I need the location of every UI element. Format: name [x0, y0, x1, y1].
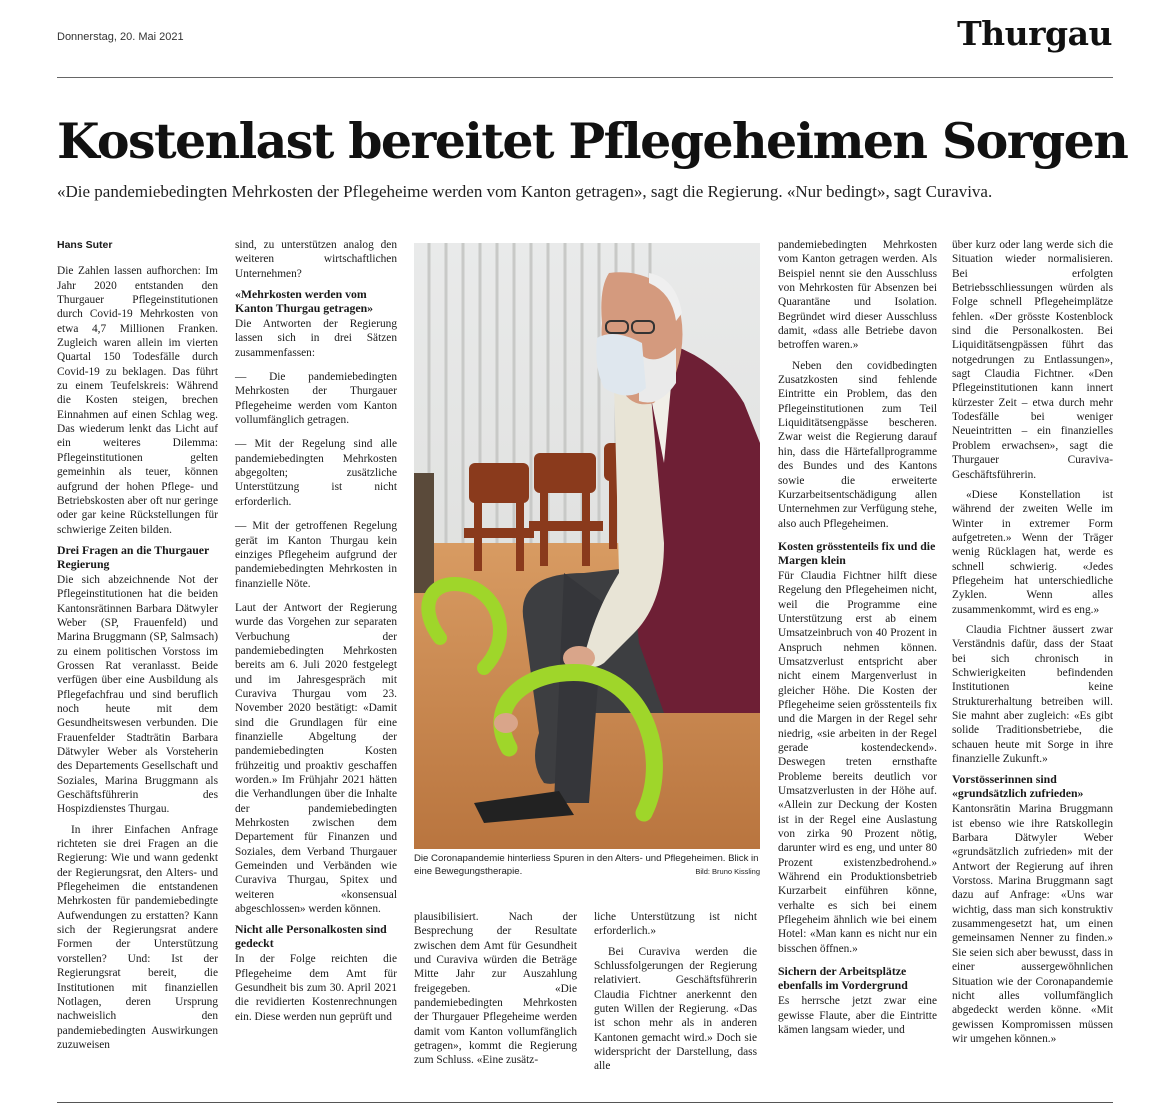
subheading: Sichern der Arbeitsplätze ebenfalls im Vordergrund: [778, 964, 908, 993]
subheading: «Mehrkosten werden vom Kanton Thurgau getragen»: [235, 287, 374, 316]
paragraph: Bei Curaviva werden die Schlussfolgerungen der Regierung relativiert. Geschäftsführerin Claudia Fichtner anerkennt den guten Willen der Regierung. «Das ist schon mehr als in anderen Kantonen gemacht wird.» Doch sie widerspricht der Darstellung, dass alle: [594, 945, 757, 1073]
bullet-paragraph: — Mit der getroffenen Regelung gerät im Kanton Thurgau kein einziges Pflegeheim aufgrund der pandemiebedingten Mehrkosten in finanzielle Nöte.: [235, 520, 397, 590]
photo-caption: [414, 853, 760, 878]
bottom-rule: [57, 1102, 1113, 1103]
paragraph: «Diese Konstellation ist während der zweiten Welle im Winter in extremer Form aufgetreten.» Wenn der Träger wenig Rücklagen hat, werde es schnell schwierig. «Jedes Pflegeheim hat unterschiedliche Zyklen. Wenn alles zusammenkommt, wird es eng.»: [952, 488, 1113, 616]
photo-credit: Bild: Bruno Kissling: [695, 866, 760, 876]
article-column-5: [414, 910, 577, 1074]
paragraph: über kurz oder lang werde sich die Situation wieder normalisieren. Bei erfolgten Betriebsschliessungen würden als Folge schnell Pflegeheimplätze fehlen. «Der grösste Kostenblock sind die Personalkosten. Bei Liquiditätsengpässen führt das notgedrungen zu Entlassungen», sagt Claudia Fichtner. «Den Pflegeinstitutionen kann innert kürzester Zeit – etwa durch mehr Todesfälle bei weniger Neueintritten – ein finanzielles Problem erwachsen», sagt die Thurgauer Curaviva-Geschäftsführerin.: [952, 239, 1113, 481]
headline: Kostenlast bereitet Pflegeheimen Sorgen: [57, 112, 1128, 170]
paragraph: In der Folge reichten die Pflegeheime dem Amt für Gesundheit bis zum 30. April 2021 die revidierten Kostenrechnungen ein. Diese werden nun geprüft und: [235, 953, 397, 1023]
article-column-6: [594, 910, 757, 1080]
subheading: Vorstösserinnen sind «grundsätzlich zufrieden»: [952, 772, 1084, 801]
paragraph: In ihrer Einfachen Anfrage richteten sie drei Fragen an die Regierung: Wie und wann gedenkt der Regierungsrat, den Alters- und Pflegeheimen die entstandenen Mehrkosten für pandemiebedingte Aufwendungen zu erstatten? Kann sich der Regierungsrat andere Formen der Unterstützung vorstellen? Und: Ist der Regierungsrat bereit, die Institutionen mit finanziellen Notlagen, deren Ursprung nachweislich den pandemiebedingten Auswirkungen zuzuweisen: [57, 823, 218, 1051]
lead-text: «Die pandemiebedingten Mehrkosten der Pflegeheime werden vom Kanton getragen», sagt die Regierung. «Nur bedingt», sagt Curaviva.: [57, 182, 993, 201]
paragraph: pandemiebedingten Mehrkosten vom Kanton getragen werden. Als Beispiel nennt sie den Ausschluss von Mehrkosten für Absenzen bei Quarantäne und Isolation. Begründet wird dieser Ausschluss damit, «dass alle Betriebe davon betroffen waren.»: [778, 239, 937, 352]
subheading: Kosten grösstenteils fix und die Margen klein: [778, 538, 936, 567]
article-column-1: [57, 238, 218, 1058]
top-rule: [57, 77, 1113, 78]
paragraph: sind, zu unterstützen analog den weiteren wirtschaftlichen Unternehmen?: [235, 239, 397, 280]
article-column-2: [235, 238, 397, 1030]
bullet-paragraph: — Die pandemiebedingten Mehrkosten der Thurgauer Pflegeheime werden vom Kanton vollumfänglich getragen.: [235, 371, 397, 427]
paragraph: Neben den covidbedingten Zusatzkosten sind fehlende Eintritte ein Problem, das den Pflegeinstitutionen zum Teil Liquiditätsengpässe bescheren. Zwar weist die Regierung darauf hin, dass die Härtefallprogramme des Bundes und des Kantons sowie die erweiterte Kurzarbeitsentschädigung allen Unternehmen zur Verfügung stehe, also auch Pflegeheimen.: [778, 359, 937, 530]
paragraph: Die sich abzeichnende Not der Pflegeinstitutionen hat die beiden Kantonsrätinnen Barbara Dätwyler Weber (SP, Frauenfeld) und Marina Bruggmann (SP, Salmsach) zu einem politischen Vorstoss im Grossen Rat veranlasst. Beide verfügen über eine Ausbildung als Pflegefachfrau und sind beruflich noch heute mit dem Gesundheitswesen verbunden. Die Frauenfelder Stadträtin Barbara Dätwyler Weber als Vorsteherin des Departements Gesellschaft und Soziales, Marina Bruggmann als Geschäftsführerin des Hospizdienstes Thurgau.: [57, 573, 218, 816]
article-column-4: [952, 238, 1113, 1052]
publication-date: Donnerstag, 20. Mai 2021: [57, 31, 184, 43]
paragraph: Die Antworten der Regierung lassen sich in drei Sätzen zusammenfassen:: [235, 318, 397, 359]
subheading: Drei Fragen an die Thurgauer Regierung: [57, 542, 210, 571]
author-byline: Hans Suter: [57, 239, 113, 251]
paragraph: Claudia Fichtner äussert zwar Verständnis dafür, dass der Staat bei sich chronisch in Schwierigkeiten befindenden Institutionen keine Strukturerhaltung betreiben will. Sie mahnt aber zugleich: «Es gibt solide Traditionsbetriebe, die schauen heute mit Sorge in ihre finanzielle Zukunft.»: [952, 623, 1113, 766]
paragraph: Die Zahlen lassen aufhorchen: Im Jahr 2020 entstanden den Thurgauer Pflegeinstitutionen durch Covid-19 Mehrkosten von etwa 4,7 Millionen Franken. Zugleich waren allein im vierten Quartal 150 Todesfälle durch Covid-19 zu beklagen. Das führt zu einem Teufelskreis: Während die Kosten steigen, brechen Einnahmen auf einen Schlag weg. Das wiederum lenkt das Licht auf ein weiteres Dilemma: Pflegeinstitutionen gelten gemeinhin als teuer, können aufgrund der hohen Pflege- und Betriebskosten aber oft nur geringe oder gar keine Rückstellungen für schwierige Zeiten bilden.: [57, 265, 218, 536]
therapy-photo-image: [414, 243, 760, 849]
paragraph: plausibilisiert. Nach der Besprechung der Resultate zwischen dem Amt für Gesundheit und Curaviva würden die Beträge Mitte Jahr zur Auszahlung freigegeben. «Die pandemiebedingten Mehrkosten der Thurgauer Pflegeheime werden damit vom Kanton vollumfänglich getragen», kommt die Regierung zum Schluss. «Eine zusätz-: [414, 911, 577, 1067]
caption-text: Die Coronapandemie hinterliess Spuren in den Alters- und Pflegeheimen. Blick in eine Bewegungstherapie.: [414, 853, 759, 877]
paragraph: Kantonsrätin Marina Bruggmann ist ebenso wie ihre Ratskollegin Barbara Dätwyler Weber «grundsätzlich zufrieden» mit der Antwort der Regierung auf ihren Vorstoss. Marina Bruggmann sagt dazu auf Anfrage: «Uns war wichtig, dass man sich konstruktiv zusammengesetzt hat, um einen gemeinsamen Nenner zu finden.» Sie seien sich aber bewusst, dass in einer aussergewöhnlichen Situation wie der Coronapandemie nicht alles vollumfänglich abgedeckt werden könne. «Mit gewissen Kompromissen müssen wir umgehen können.»: [952, 803, 1113, 1045]
article-photo: [414, 243, 760, 849]
paragraph: Laut der Antwort der Regierung wurde das Vorgehen zur separaten Verbuchung der pandemiebedingten Mehrkosten bereits am 6. Juli 2020 festgelegt und im Jahresgespräch mit Curaviva Thurgau vom 23. November 2020 bestätigt: «Damit sind die Grundlagen für eine finanzielle Abgeltung der pandemiebedingten Kosten frühzeitig und proaktiv geschaffen worden.» Im Frühjahr 2021 hätten die Verhandlungen über die Inhalte der pandemiebedingten Mehrkosten zwischen dem Departement für Finanzen und Soziales, dem Verband Thurgauer Gemeinden und Verbänden wie Curaviva Thurgau, Spitex und weiteren «konsensual abgeschlossen» werden können.: [235, 601, 397, 916]
paragraph: Es herrsche jetzt zwar eine gewisse Flaute, aber die Eintritte kämen langsam wieder, und: [778, 995, 937, 1036]
subheading: Nicht alle Personalkosten sind gedeckt: [235, 922, 387, 951]
bullet-paragraph: — Mit der Regelung sind alle pandemiebedingten Mehrkosten abgegolten; zusätzliche Unterstützung ist nicht erforderlich.: [235, 438, 397, 508]
paragraph: liche Unterstützung ist nicht erforderlich.»: [594, 911, 757, 938]
article-column-3: [778, 238, 937, 1043]
paragraph: Für Claudia Fichtner hilft diese Regelung den Pflegeheimen nicht, weil die Programme eine Unterstützung erst ab einem Umsatzeinbruch von 40 Prozent in Anspruch nehmen können. Umsatzverlust entspricht aber nicht einem Margenverlust in gleicher Höhe. Die Kosten der Pflegeheime seien grösstenteils fix und die Margen in der Regel sehr niedrig, «sie arbeiten in der Regel gerade kostendeckend». Deswegen treten ernsthafte Probleme bereits deutlich vor Umsatzverlusten in der Höhe auf. «Allein zur Deckung der Kosten ist in der Regel eine Auslastung von zirka 90 Prozent nötig, darunter wird es eng, und unter 80 Prozent existenzbedrohend.» Während ein Produktionsbetrieb Kurzarbeit einführen könne, verhalte es sich bei einem Pflegeheim ähnlich wie bei einem Hotel: «Man kann es nicht nur ein bisschen öffnen.»: [778, 569, 937, 955]
section-title: Thurgau: [957, 14, 1112, 53]
